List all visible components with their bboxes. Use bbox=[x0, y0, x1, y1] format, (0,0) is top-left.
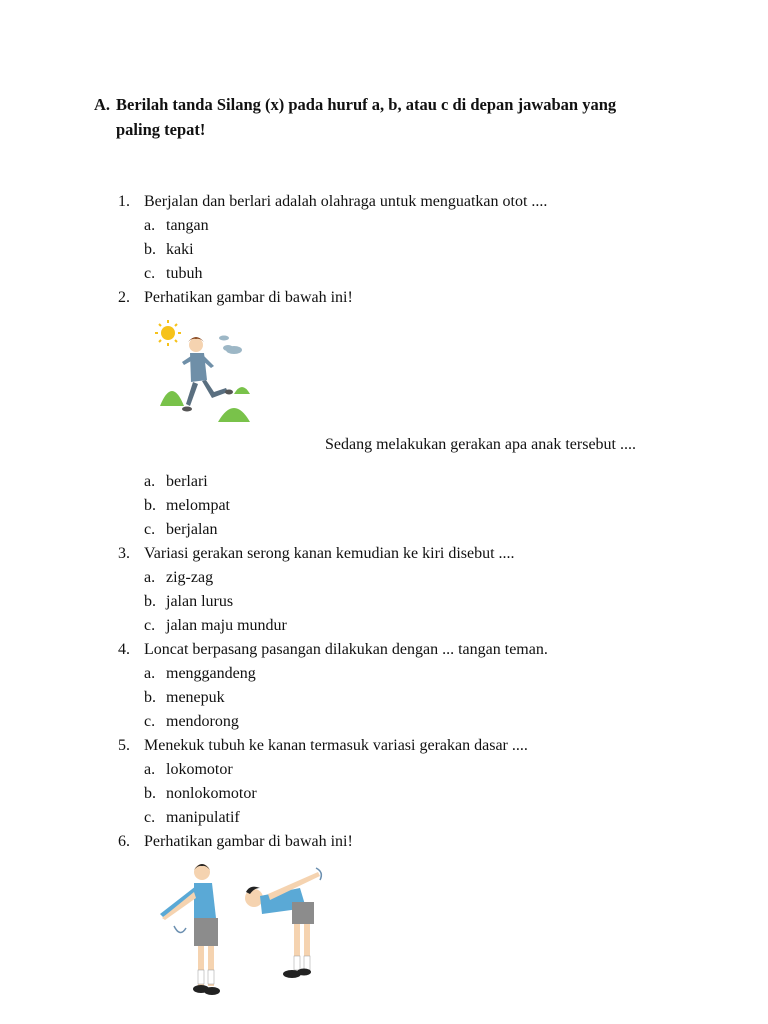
option-2c[interactable] bbox=[144, 518, 218, 542]
option-letter: b. bbox=[144, 593, 156, 610]
question-6 bbox=[118, 830, 353, 854]
option-5c[interactable] bbox=[144, 806, 240, 830]
stretching-exercise-illustration bbox=[150, 858, 330, 1000]
option-text: jalan maju mundur bbox=[166, 617, 287, 634]
option-letter: c. bbox=[144, 809, 156, 826]
option-letter: c. bbox=[144, 521, 156, 538]
sun-icon bbox=[155, 320, 181, 346]
question-5 bbox=[118, 734, 528, 758]
question-number: 6. bbox=[118, 833, 130, 850]
option-letter: c. bbox=[144, 617, 156, 634]
section-letter: A. bbox=[94, 95, 111, 114]
option-1c[interactable] bbox=[144, 262, 202, 286]
option-4c[interactable] bbox=[144, 710, 239, 734]
option-3b[interactable] bbox=[144, 590, 233, 614]
option-1b[interactable] bbox=[144, 238, 194, 262]
option-2b[interactable] bbox=[144, 494, 230, 518]
instruction-line-1: Berilah tanda Silang (x) pada huruf a, b, atau c di depan jawaban yang bbox=[116, 95, 617, 114]
option-4b[interactable] bbox=[144, 686, 225, 710]
cloud-icon bbox=[219, 336, 242, 355]
option-text: berlari bbox=[166, 473, 208, 490]
option-letter: b. bbox=[144, 241, 156, 258]
question-text: Perhatikan gambar di bawah ini! bbox=[144, 833, 353, 850]
option-3a[interactable] bbox=[144, 566, 213, 590]
option-text: zig-zag bbox=[166, 569, 214, 586]
option-letter: a. bbox=[144, 665, 156, 682]
option-letter: c. bbox=[144, 265, 156, 282]
option-letter: c. bbox=[144, 713, 156, 730]
instruction-line-2: paling tepat! bbox=[116, 120, 206, 139]
option-text: melompat bbox=[166, 497, 230, 514]
running-boy-illustration bbox=[150, 318, 260, 428]
question-2 bbox=[118, 286, 353, 310]
option-4a[interactable] bbox=[144, 662, 256, 686]
question-1 bbox=[118, 190, 547, 214]
option-text: tangan bbox=[166, 217, 209, 234]
option-letter: b. bbox=[144, 689, 156, 706]
question-2-caption: Sedang melakukan gerakan apa anak tersebut .... bbox=[325, 436, 636, 453]
option-5a[interactable] bbox=[144, 758, 233, 782]
option-2a[interactable] bbox=[144, 470, 208, 494]
question-text: Menekuk tubuh ke kanan termasuk variasi gerakan dasar .... bbox=[144, 737, 528, 754]
option-text: mendorong bbox=[166, 713, 239, 730]
option-text: manipulatif bbox=[166, 809, 240, 826]
question-3 bbox=[118, 542, 515, 566]
option-letter: a. bbox=[144, 761, 156, 778]
option-3c[interactable] bbox=[144, 614, 287, 638]
question-4 bbox=[118, 638, 548, 662]
question-number: 2. bbox=[118, 289, 130, 306]
question-text: Loncat berpasang pasangan dilakukan dengan ... tangan teman. bbox=[144, 641, 548, 658]
question-text: Perhatikan gambar di bawah ini! bbox=[144, 289, 353, 306]
bending-boy-figure bbox=[245, 868, 321, 978]
option-letter: b. bbox=[144, 785, 156, 802]
option-letter: a. bbox=[144, 217, 156, 234]
option-text: menggandeng bbox=[166, 665, 256, 682]
option-text: berjalan bbox=[166, 521, 218, 538]
option-text: jalan lurus bbox=[166, 593, 234, 610]
section-instruction bbox=[94, 92, 694, 142]
question-number: 1. bbox=[118, 193, 130, 210]
grass-icon bbox=[160, 387, 250, 422]
option-1a[interactable] bbox=[144, 214, 209, 238]
question-text: Variasi gerakan serong kanan kemudian ke kiri disebut .... bbox=[144, 545, 515, 562]
standing-boy-figure bbox=[160, 864, 220, 995]
question-text: Berjalan dan berlari adalah olahraga untuk menguatkan otot .... bbox=[144, 193, 548, 210]
option-letter: a. bbox=[144, 569, 156, 586]
option-5b[interactable] bbox=[144, 782, 257, 806]
option-letter: a. bbox=[144, 473, 156, 490]
option-text: lokomotor bbox=[166, 761, 233, 778]
question-number: 5. bbox=[118, 737, 130, 754]
option-text: menepuk bbox=[166, 689, 225, 706]
option-text: nonlokomotor bbox=[166, 785, 257, 802]
option-text: tubuh bbox=[166, 265, 203, 282]
option-letter: b. bbox=[144, 497, 156, 514]
question-number: 3. bbox=[118, 545, 130, 562]
option-text: kaki bbox=[166, 241, 194, 258]
question-number: 4. bbox=[118, 641, 130, 658]
